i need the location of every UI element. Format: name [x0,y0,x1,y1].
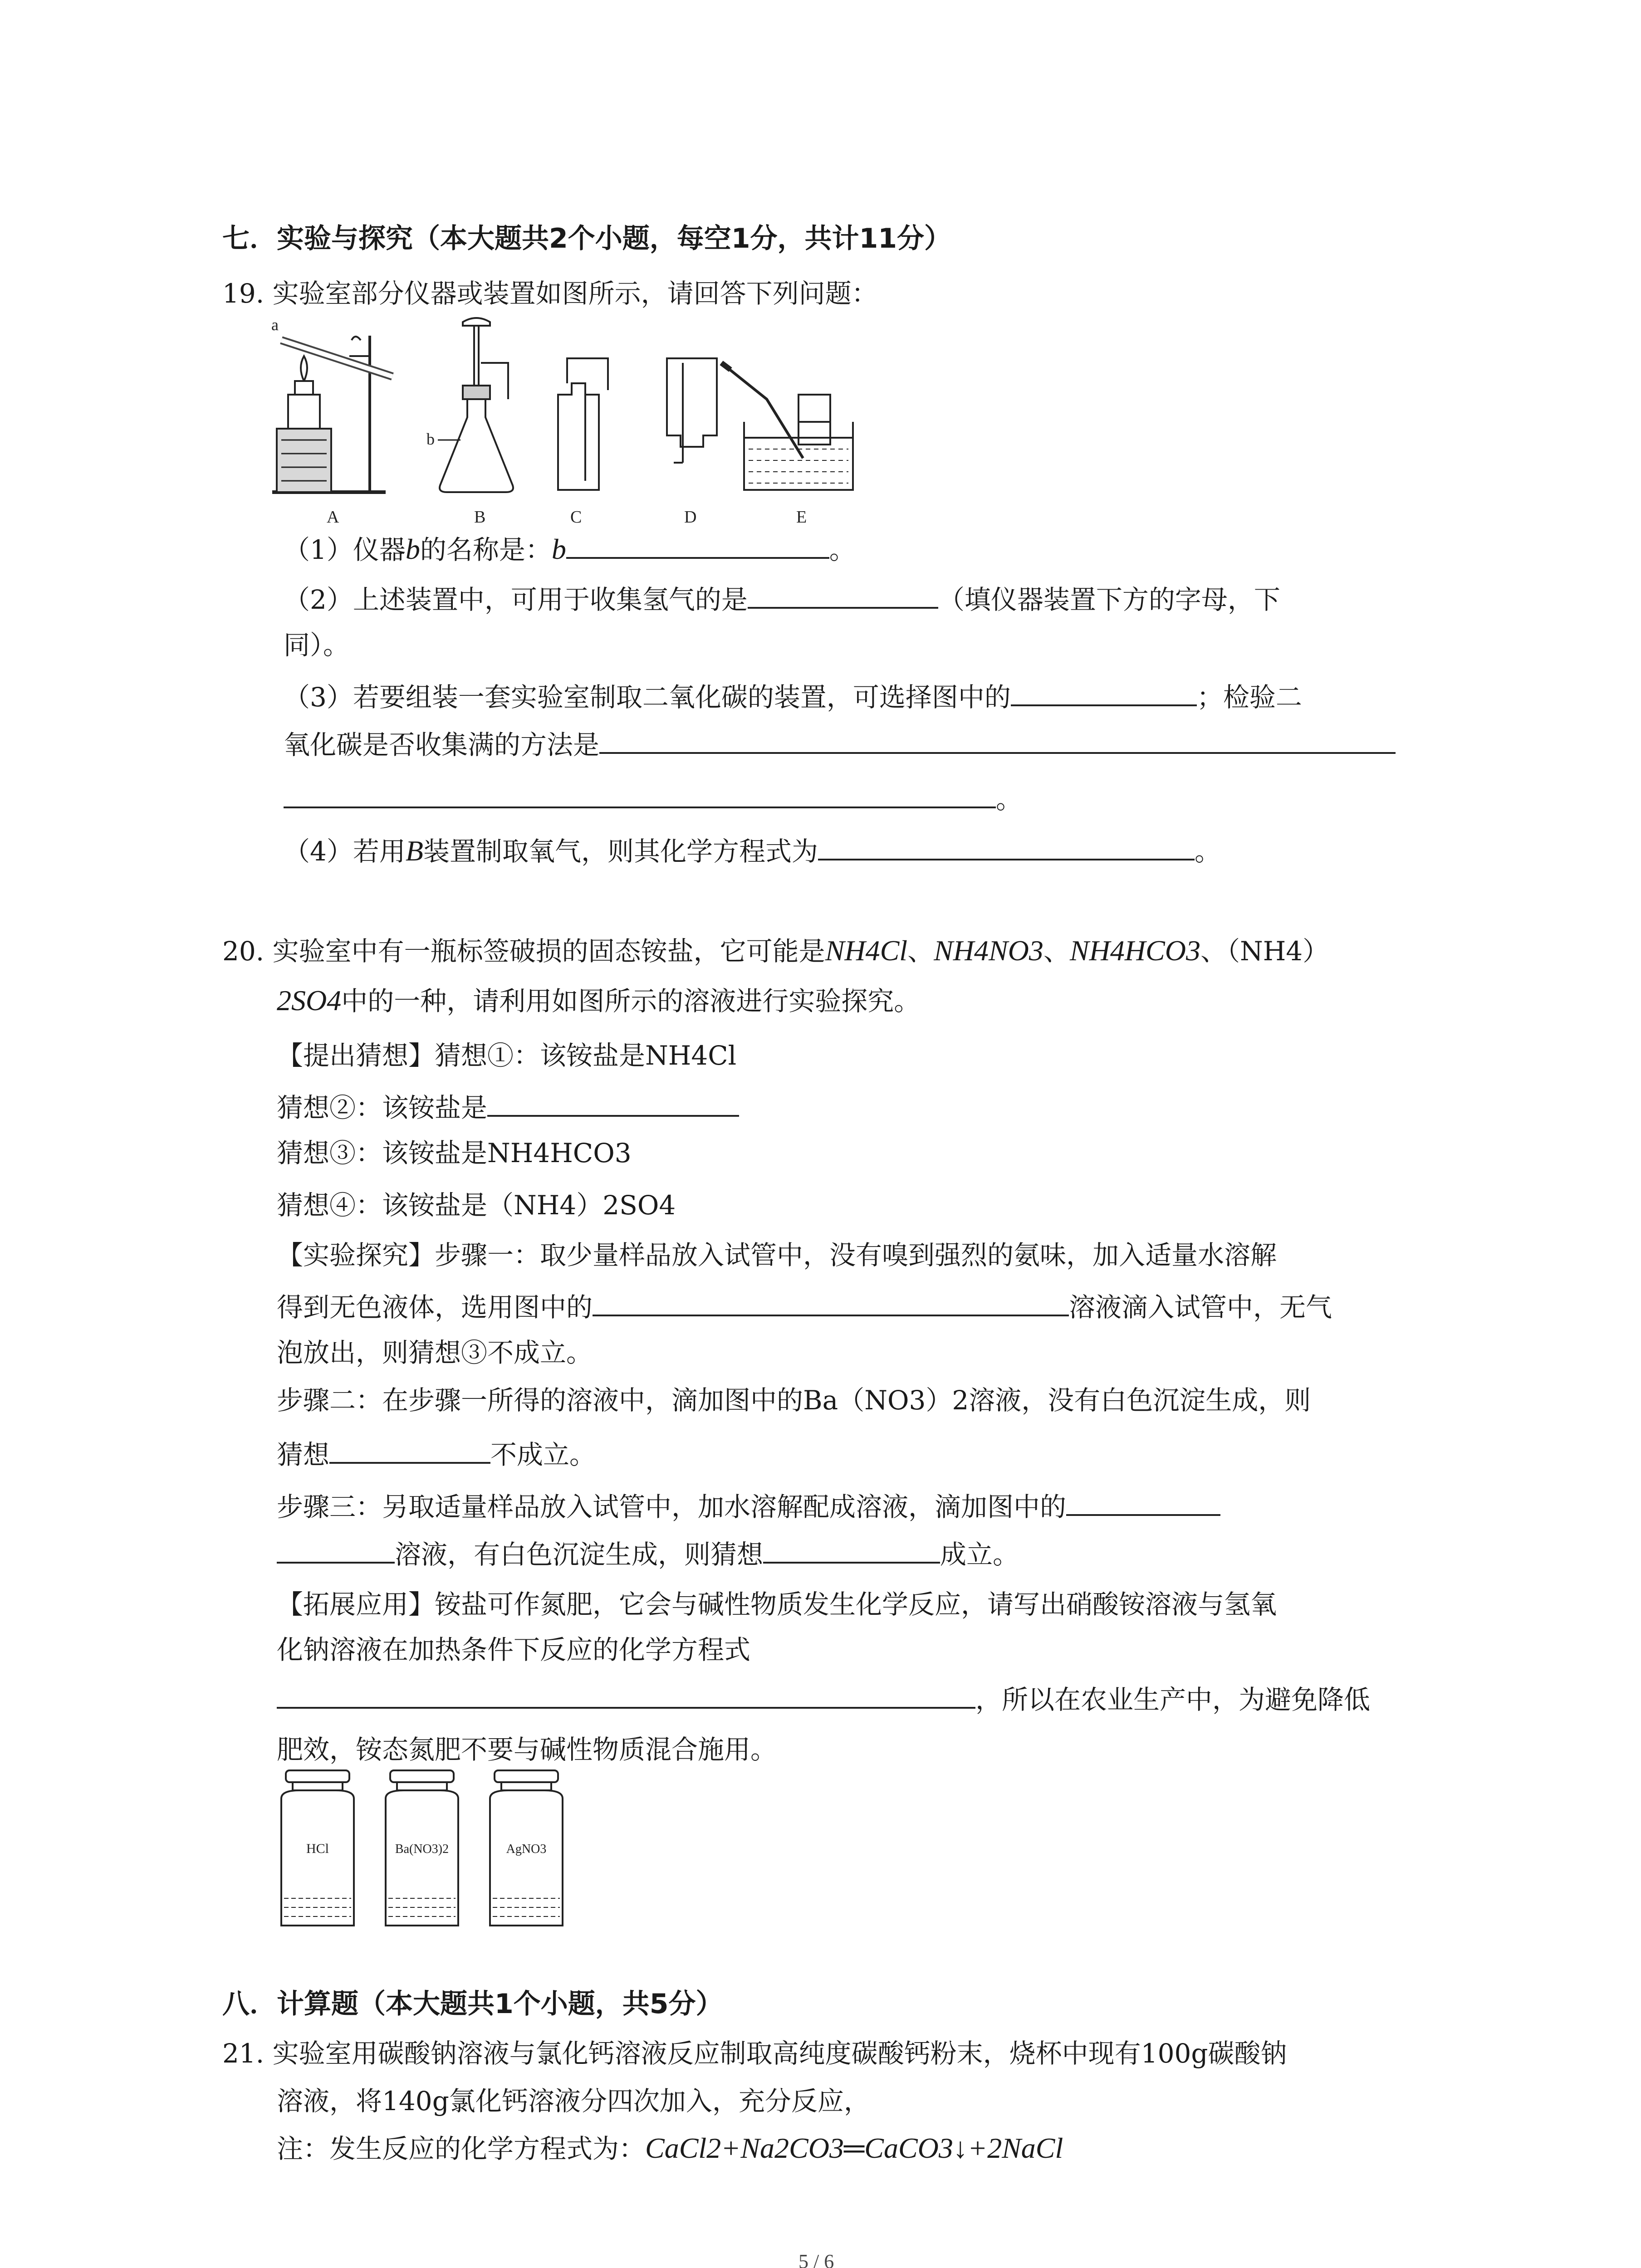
q20-line1: 20. 实验室中有一瓶标签破损的固态铵盐，它可能是NH4Cl、NH4NO3、NH4HCO3、（NH4） [222,934,1329,967]
guess-1: 【提出猜想】猜想①：该铵盐是NH4Cl [277,1040,737,1071]
experiment-line2: 得到无色液体，选用图中的 溶液滴入试管中，无气 [277,1292,1332,1323]
section-7-heading: 七．实验与探究（本大题共2个小题，每空1分，共计11分） [222,223,951,254]
answer-blank[interactable] [1066,1491,1220,1516]
q19-part1: （1）仪器b的名称是：b 。 [284,533,856,565]
answer-blank[interactable] [599,728,1396,754]
guess-4: 猜想④：该铵盐是（NH4）2SO4 [277,1190,676,1221]
answer-blank[interactable] [284,783,996,808]
extension-line4: 肥效，铵态氮肥不要与碱性物质混合施用。 [277,1734,777,1765]
answer-blank[interactable] [329,1438,490,1464]
answer-blank[interactable] [277,1538,395,1564]
apparatus-figure [268,313,926,526]
label-E: E [796,508,807,526]
q20-line2: 2SO4中的一种，请利用如图所示的溶液进行实验探究。 [277,984,921,1017]
extension-line1: 【拓展应用】铵盐可作氮肥，它会与碱性物质发生化学反应，请写出硝酸铵溶液与氢氧 [277,1589,1277,1620]
q19-stem: 19. 实验室部分仪器或装置如图所示，请回答下列问题： [222,278,878,309]
q19-part3-line2: 氧化碳是否收集满的方法是 [284,723,1396,762]
q19-part3-line3: 。 [284,778,1022,816]
answer-blank[interactable] [1011,681,1197,706]
apparatus-a [272,336,392,492]
apparatus-c [558,358,608,490]
answer-blank[interactable] [748,583,938,609]
step3-line1: 步骤三：另取适量样品放入试管中，加水溶解配成溶液，滴加图中的 [277,1486,1220,1524]
label-b: b [426,430,435,448]
answer-blank[interactable] [763,1538,940,1564]
label-A: A [327,508,339,526]
apparatus-b [440,318,513,492]
bottle-label-bano3: Ba(NO3)2 [395,1842,449,1856]
answer-blank[interactable] [818,835,1195,860]
label-B: B [474,508,486,526]
q19-part3: （3）若要组装一套实验室制取二氧化碳的装置，可选择图中的 ；检验二 [284,682,1302,713]
answer-blank[interactable] [277,1683,975,1709]
label-a: a [271,316,279,334]
experiment-line1: 【实验探究】步骤一：取少量样品放入试管中，没有嗅到强烈的氨味，加入适量水溶解 [277,1240,1277,1271]
label-D: D [684,508,697,526]
answer-blank[interactable] [487,1091,739,1117]
answer-blank[interactable] [593,1291,1069,1316]
step2-line1: 步骤二：在步骤一所得的溶液中，滴加图中的Ba（NO3）2溶液，没有白色沉淀生成，则 [277,1385,1311,1416]
guess-3: 猜想③：该铵盐是NH4HCO3 [277,1138,632,1168]
bottle-label-agno3: AgNO3 [506,1842,547,1856]
apparatus-e [721,363,853,490]
step2-line2: 猜想 不成立。 [277,1439,596,1470]
q19-part2-line2: 同）。 [284,630,350,660]
answer-blank[interactable] [566,533,829,559]
step3-line2: 溶液，有白色沉淀生成，则猜想 成立。 [277,1533,1019,1571]
label-C: C [570,508,582,526]
section-8-heading: 八．计算题（本大题共1个小题，共5分） [222,1988,723,2020]
q19-part4: （4）若用B装置制取氧气，则其化学方程式为 。 [284,835,1221,867]
reagent-bottles-figure [272,1767,590,1935]
guess-2: 猜想②：该铵盐是 [277,1086,739,1124]
q19-part2: （2）上述装置中，可用于收集氢气的是 （填仪器装置下方的字母，下 [284,584,1280,615]
extension-line3: ，所以在农业生产中，为避免降低 [277,1678,1370,1716]
bottle-label-hcl: HCl [306,1841,329,1856]
q21-line3: 注：发生反应的化学方程式为：CaCl2+Na2CO3═CaCO3↓+2NaCl [277,2132,1063,2164]
experiment-line3: 泡放出，则猜想③不成立。 [277,1337,593,1368]
q21-line2: 溶液，将140g氯化钙溶液分四次加入，充分反应， [277,2086,870,2116]
page-number: 5 / 6 [798,2250,834,2268]
extension-line2: 化钠溶液在加热条件下反应的化学方程式 [277,1634,751,1665]
q21-line1: 21. 实验室用碳酸钠溶液与氯化钙溶液反应制取高纯度碳酸钙粉末，烧杯中现有100g碳酸钠 [222,2038,1287,2069]
apparatus-d [667,358,717,463]
reaction-equation: CaCl2+Na2CO3═CaCO3↓+2NaCl [645,2132,1063,2164]
